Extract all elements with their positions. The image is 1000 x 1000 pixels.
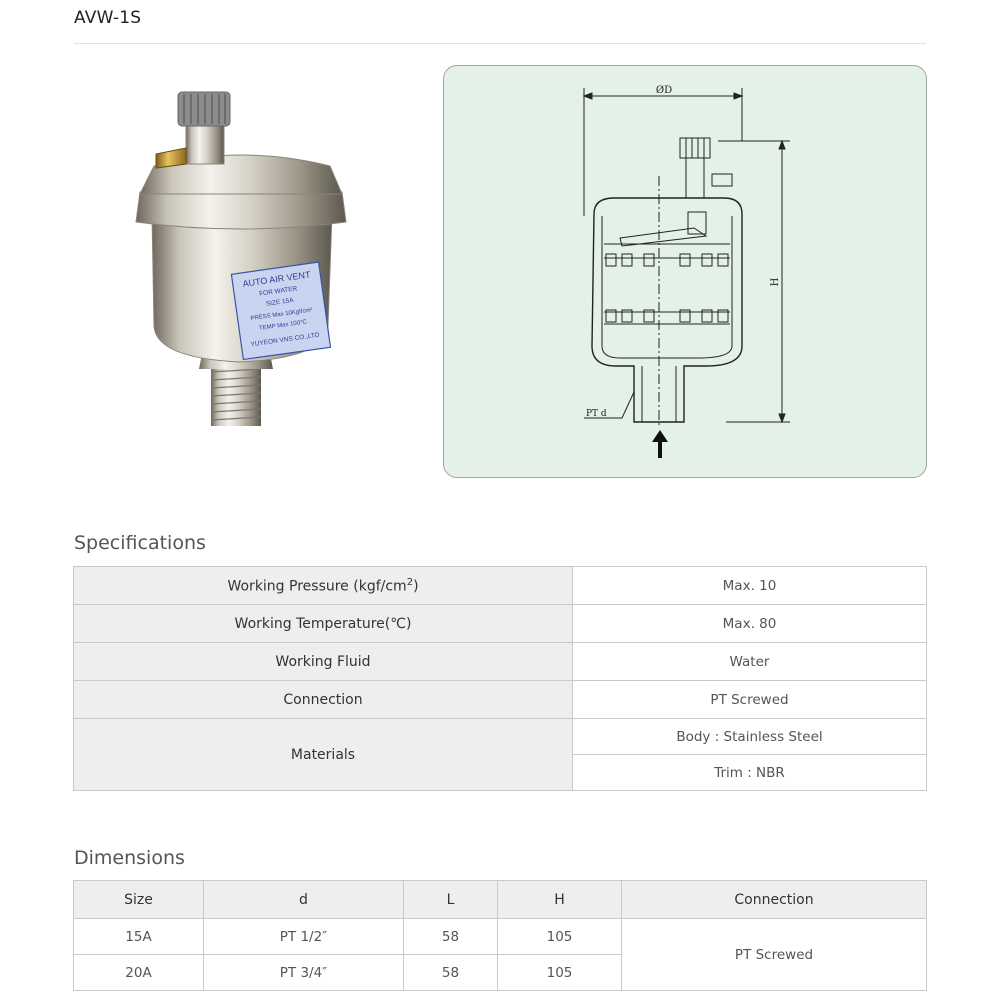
spec-label: Materials: [74, 719, 573, 791]
spec-value: Trim : NBR: [573, 755, 927, 791]
dim-label-h: H: [770, 277, 781, 287]
spec-value: Max. 80: [573, 605, 927, 643]
technical-drawing: [443, 65, 927, 478]
specifications-heading: Specifications: [74, 532, 206, 554]
cell-h: 105: [498, 955, 622, 991]
svg-text:AUTO AIR VENT: AUTO AIR VENT: [241, 269, 312, 289]
cell-size: 15A: [74, 919, 204, 955]
column-header-size: Size: [74, 881, 204, 919]
cell-l: 58: [404, 955, 498, 991]
cell-h: 105: [498, 919, 622, 955]
table-row: [74, 719, 927, 755]
column-header-l: L: [404, 881, 498, 919]
dim-label-ptd: PT d: [586, 409, 607, 419]
svg-text:TEMP Max 100°C: TEMP Max 100°C: [258, 319, 308, 332]
spec-value: Body : Stainless Steel: [573, 719, 927, 755]
table-row: [74, 681, 927, 719]
spec-value: Max. 10: [573, 567, 927, 605]
svg-text:FOR WATER: FOR WATER: [258, 285, 298, 298]
dimensions-heading: Dimensions: [74, 847, 185, 869]
dim-label-d: ØD: [655, 85, 673, 96]
spec-label: Working Fluid: [74, 643, 573, 681]
svg-text:YUYEON VNS CO.,LTD: YUYEON VNS CO.,LTD: [250, 331, 321, 349]
cell-d: PT 1/2″: [204, 919, 404, 955]
product-label-plate: [231, 262, 330, 359]
spec-value: Water: [573, 643, 927, 681]
cell-size: 20A: [74, 955, 204, 991]
svg-text:SIZE 15A: SIZE 15A: [265, 296, 295, 308]
cell-connection: PT Screwed: [622, 919, 927, 991]
column-header-h: H: [498, 881, 622, 919]
title-divider: [74, 43, 926, 44]
product-title: AVW-1S: [74, 8, 142, 28]
specifications-table: [73, 566, 927, 791]
table-header-row: [74, 881, 927, 919]
spec-label: Connection: [74, 681, 573, 719]
cell-d: PT 3/4″: [204, 955, 404, 991]
inflow-arrow-icon: [652, 430, 668, 458]
spec-value: PT Screwed: [573, 681, 927, 719]
dimensions-table: [73, 880, 927, 991]
table-row: [74, 567, 927, 605]
spec-label: Working Pressure $(kgf/cm^2)$: [74, 567, 573, 605]
product-photo: [74, 64, 408, 452]
table-row: [74, 643, 927, 681]
svg-text:PRESS Max 10Kgf/cm²: PRESS Max 10Kgf/cm²: [250, 307, 313, 323]
table-row: [74, 605, 927, 643]
spec-label: Working Temperature(℃): [74, 605, 573, 643]
brass-nozzle: [156, 148, 186, 168]
valve-knob: [178, 92, 230, 126]
cell-l: 58: [404, 919, 498, 955]
column-header-d: d: [204, 881, 404, 919]
table-row: [74, 919, 927, 955]
column-header-connection: Connection: [622, 881, 927, 919]
